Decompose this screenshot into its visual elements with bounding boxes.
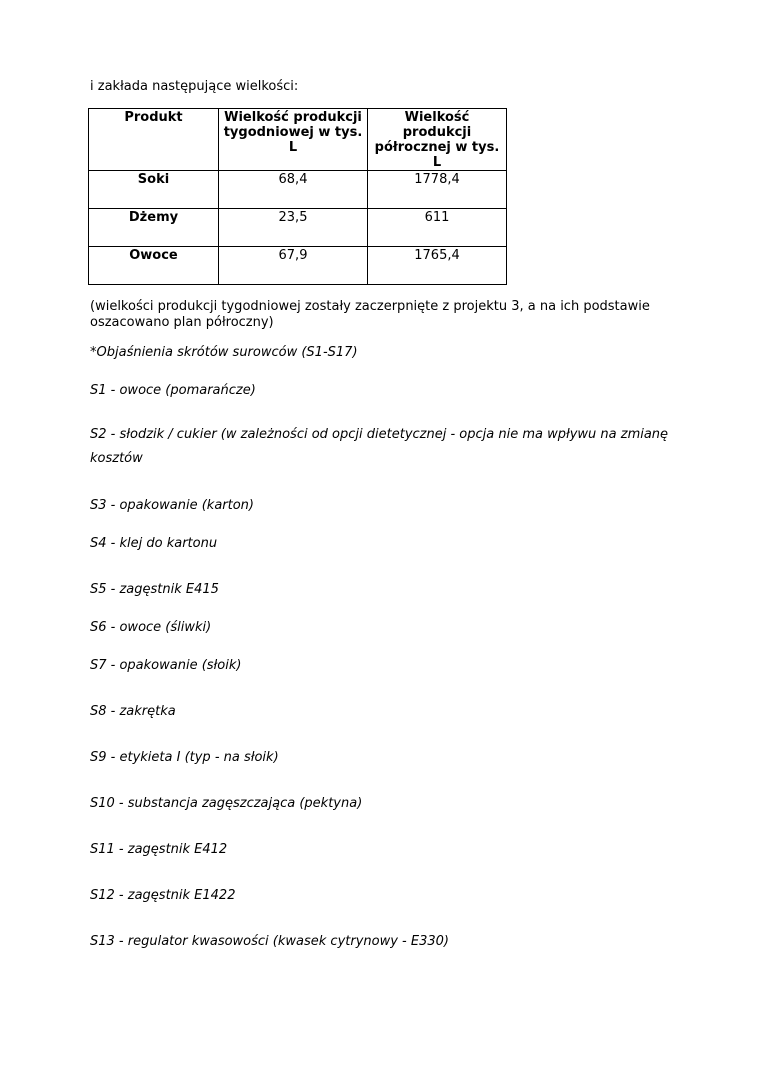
header-halfyear: Wielkość produkcji półrocznej w tys. L <box>368 109 507 171</box>
legend-item: S3 - opakowanie (karton) <box>90 498 254 513</box>
legend-item: S12 - zagęstnik E1422 <box>90 888 236 903</box>
table-note: (wielkości produkcji tygodniowej zostały zaczerpnięte z projektu 3, a na ich podstawie oszacowano plan półroczny) <box>90 299 650 330</box>
cell-weekly: 23,5 <box>219 209 368 247</box>
legend-item: S10 - substancja zagęszczająca (pektyna) <box>90 796 363 811</box>
table-row <box>89 171 507 209</box>
cell-product: Owoce <box>89 247 219 285</box>
legend-item: S11 - zagęstnik E412 <box>90 842 228 857</box>
header-weekly: Wielkość produkcji tygodniowej w tys. L <box>219 109 368 171</box>
production-table <box>88 108 507 285</box>
legend-item: S8 - zakrętka <box>90 704 176 719</box>
legend-title: *Objaśnienia skrótów surowców (S1-S17) <box>90 345 358 360</box>
cell-weekly: 67,9 <box>219 247 368 285</box>
legend-item: S4 - klej do kartonu <box>90 536 218 551</box>
legend-item: S9 - etykieta I (typ - na słoik) <box>90 750 279 765</box>
cell-halfyear: 1765,4 <box>368 247 507 285</box>
header-product: Produkt <box>89 109 219 171</box>
table-header-row <box>89 109 507 171</box>
legend-item: S2 - słodzik / cukier (w zależności od opcji dietetycznej - opcja nie ma wpływu na zmianę kosztów <box>90 427 669 466</box>
intro-text: i zakłada następujące wielkości: <box>90 79 299 94</box>
cell-product: Soki <box>89 171 219 209</box>
table-row <box>89 209 507 247</box>
cell-halfyear: 611 <box>368 209 507 247</box>
cell-weekly: 68,4 <box>219 171 368 209</box>
cell-product: Dżemy <box>89 209 219 247</box>
legend-item: S5 - zagęstnik E415 <box>90 582 219 597</box>
table-row <box>89 247 507 285</box>
cell-halfyear: 1778,4 <box>368 171 507 209</box>
legend-item: S13 - regulator kwasowości (kwasek cytrynowy - E330) <box>90 934 449 949</box>
legend-item: S7 - opakowanie (słoik) <box>90 658 242 673</box>
legend-item: S1 - owoce (pomarańcze) <box>90 383 256 398</box>
legend-item: S6 - owoce (śliwki) <box>90 620 212 635</box>
